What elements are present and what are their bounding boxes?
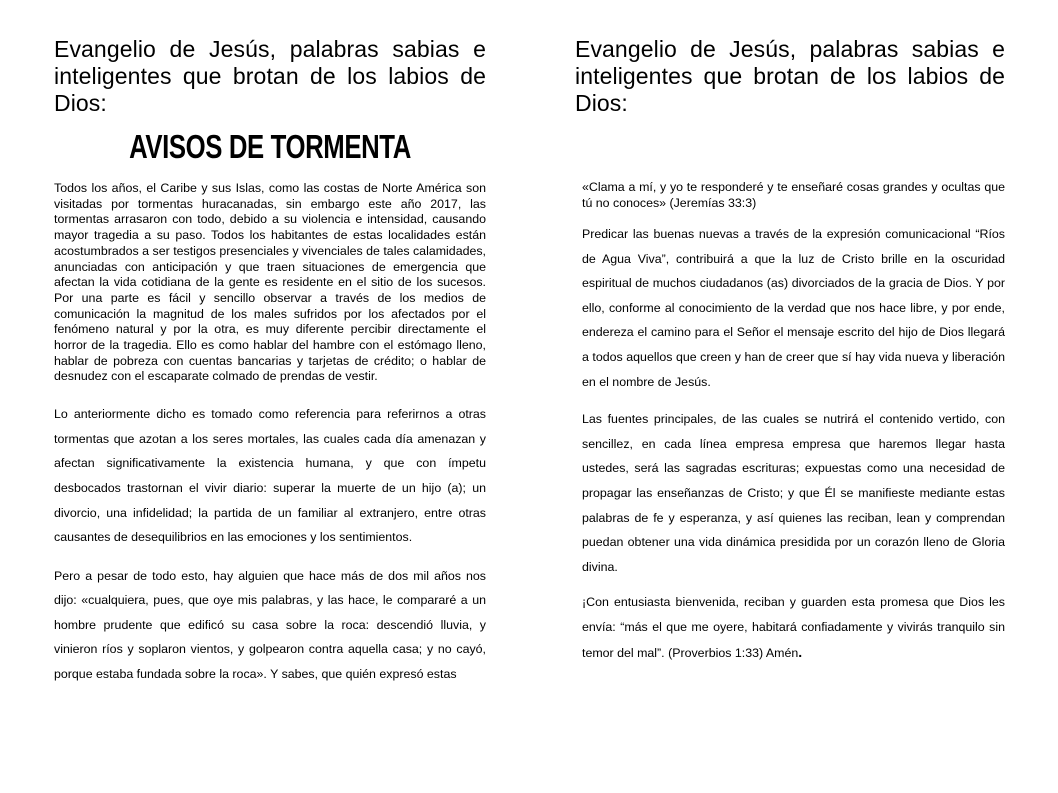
right-paragraph-1: Predicar las buenas nuevas a través de la expresión comunicacional “Ríos de Agua Viva”, contribuirá a que la luz de Cristo brille en la oscuridad espiritual de muchos ciudadanos (as) divorciados de la gracia de Dios. Y por ello, conforme al conocimiento de la verdad que nos hace libre, y por ende, endereza el camino para el Señor el mensaje escrito del hijo de Dios llegará a todos aquellos que creen y han de creer que sí hay vida nueva y liberación en el nombre de Jesús. — [582, 227, 1005, 389]
right-header-title: Evangelio de Jesús, palabras sabias e inteligentes que brotan de los labios de Dios: — [575, 36, 1005, 116]
left-header-title: Evangelio de Jesús, palabras sabias e inteligentes que brotan de los labios de Dios: — [54, 36, 486, 116]
section-title: AVISOS DE TORMENTA — [129, 128, 411, 165]
left-paragraph-2: Lo anteriormente dicho es tomado como referencia para referirnos a otras tormentas que azotan a los seres mortales, las cuales cada día amenazan y afectan significativamente la existencia humana, y que con ímpetu desbocados trastornan el vivir diario: superar la muerte de un hijo (a); un divorcio, una infidelidad; la partida de un familiar al extranjero, entre otras causantes de desequilibrios en las emociones y los sentimientos. — [54, 407, 486, 545]
right-paragraph-3 — [575, 590, 1005, 665]
scripture-quote: «Clama a mí, y yo te responderé y te enseñaré cosas grandes y ocultas que tú no conoces» (Jeremías 33:3) — [582, 180, 1005, 210]
right-paragraph-3-text: ¡Con entusiasta bienvenida, reciban y guarden esta promesa que Dios les envía: “más el que me oyere, habitará confiadamente y vivirás tranquilo sin temor del mal”. (Proverbios 1:33) Amén — [582, 595, 1005, 660]
left-paragraph-3: Pero a pesar de todo esto, hay alguien que hace más de dos mil años nos dijo: «cualquiera, pues, que oye mis palabras, y las hace, le compararé a un hombre prudente que edificó su casa sobre la roca: descendió lluvia, y vinieron ríos y soplaron vientos, y golpearon contra aquella casa; y no cayó, porque estaba fundada sobre la roca». Y sabes, que quién expresó estas — [54, 568, 486, 682]
left-column — [54, 0, 486, 687]
left-paragraph-1: Todos los años, el Caribe y sus Islas, como las costas de Norte América son visitadas por tormentas huracanadas, sin embargo este año 2017, las tormentas arrasaron con todo, debido a su violencia e intensidad, causando mayor tragedia a su paso. Todos los habitantes de estas localidades están acostumbrados a ser testigos presenciales y vivenciales de tales calamidades, anunciadas con anticipación y que traen situaciones de emergencia que afectan la vida cotidiana de la gente es residente en el sitio de los sucesos. Por una parte es fácil y sencillo observar a través de los medios de comunicación la magnitud de los males sufridos por los afectados por el fenómeno natural y por la otra, es muy diferente percibir directamente el horror de la tragedia. Ello es como hablar del hambre con el estómago lleno, hablar de pobreza con cuentas bancarias y tarjetas de crédito; o hablar de desnudez con el escaparate colmado de prendas de vestir. — [54, 181, 486, 384]
right-column — [575, 0, 1005, 665]
closing-mark: . — [798, 643, 803, 660]
right-paragraph-2: Las fuentes principales, de las cuales se nutrirá el contenido vertido, con sencillez, en cada línea empresa empresa que haremos llegar hasta ustedes, será las sagradas escrituras; expuestas como una necesidad de propagar las enseñanzas de Cristo; y que Él se manifieste mediante estas palabras de fe y esperanza, y así quienes las reciban, lean y comprendan puedan obtener una vida dinámica presidida por un corazón lleno de Gloria divina. — [582, 412, 1005, 574]
